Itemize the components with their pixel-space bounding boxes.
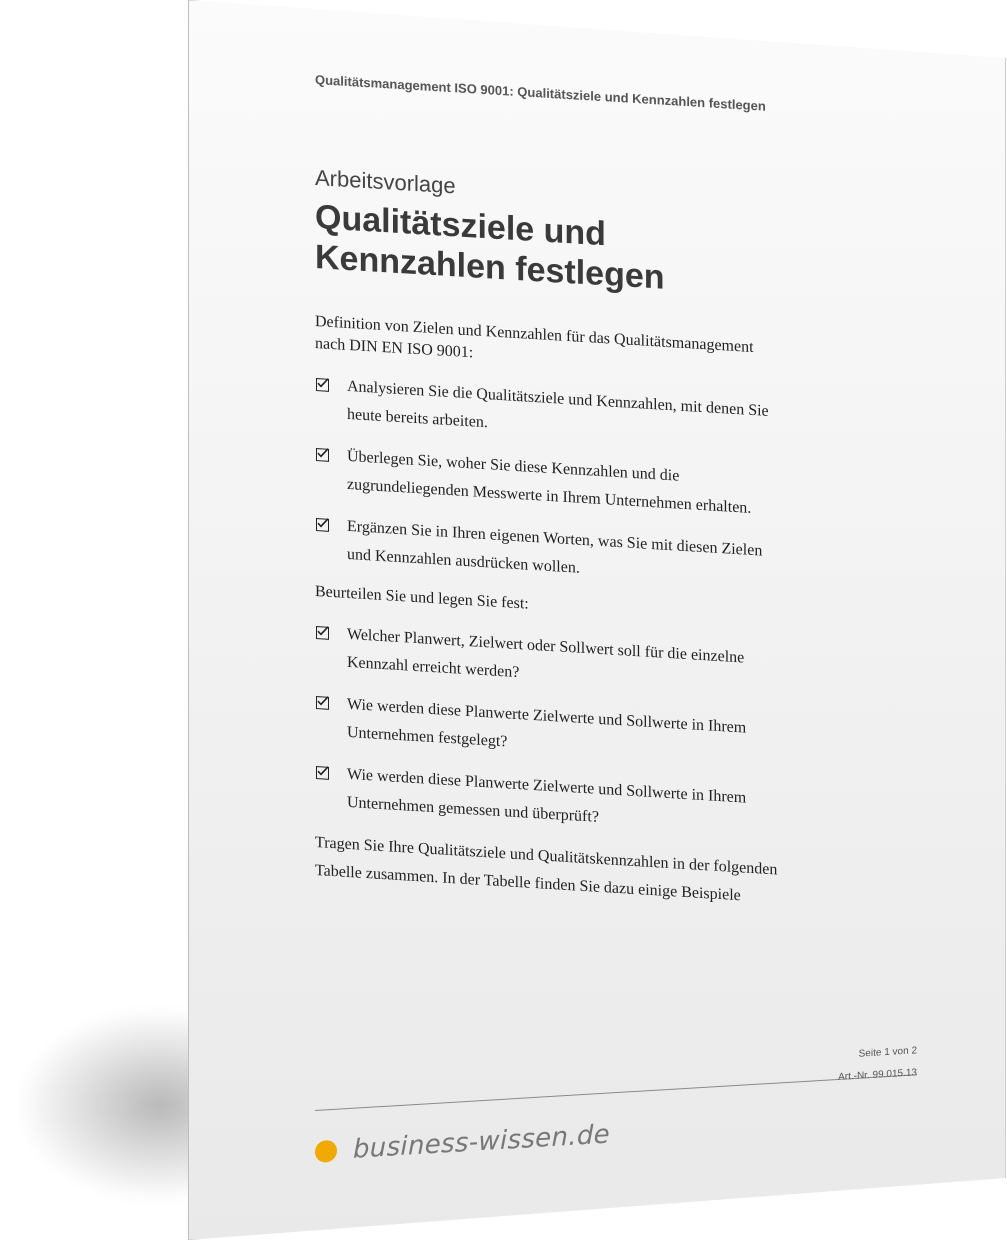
checked-box-icon bbox=[316, 696, 329, 710]
checked-box-icon bbox=[316, 518, 329, 532]
checked-box-icon bbox=[316, 626, 329, 640]
intro-paragraph: Definition von Zielen und Kennzahlen für das Qualitätsmanagement nach DIN EN ISO 9001: bbox=[315, 313, 754, 362]
article-number: Art.-Nr. 99.015.13 bbox=[838, 1067, 917, 1083]
list-item-text: Wie werden diese Planwerte Zielwerte und Sollwerte in Ihrem Unternehmen gemessen und überprüft? bbox=[347, 765, 747, 826]
checked-box-icon bbox=[316, 378, 329, 392]
document-title: Qualitätsziele und Kennzahlen festlegen bbox=[315, 198, 665, 297]
footer-divider bbox=[315, 1074, 917, 1111]
list-item-text: Analysieren Sie die Qualitätsziele und Kennzahlen, mit denen Sie heute bereits arbeiten. bbox=[347, 377, 769, 432]
brand-dot-icon bbox=[315, 1140, 337, 1163]
list-item-text: Welcher Planwert, Zielwert oder Sollwert soll für die einzelne Kennzahl erreicht werden? bbox=[347, 625, 745, 682]
list-item-text: Ergänzen Sie in Ihren eigenen Worten, was Sie mit diesen Zielen und Kennzahlen ausdrücken wollen. bbox=[347, 517, 763, 577]
page-edge bbox=[188, 0, 189, 1240]
checklist-assessment bbox=[315, 619, 790, 843]
section-heading: Beurteilen Sie und legen Sie fest: bbox=[315, 583, 529, 613]
list-item bbox=[315, 371, 790, 455]
list-item bbox=[315, 511, 790, 595]
page-number: Seite 1 von 2 bbox=[858, 1045, 917, 1060]
checked-box-icon bbox=[316, 766, 329, 780]
list-item bbox=[315, 619, 790, 703]
list-item bbox=[315, 689, 790, 773]
page-content bbox=[315, 72, 915, 921]
closing-paragraph: Tragen Sie Ihre Qualitätsziele und Qualitätskennzahlen in der folgenden Tabelle zusammen. In der Tabelle finden Sie dazu einige Beispiele bbox=[315, 834, 778, 905]
checked-box-icon bbox=[316, 448, 329, 462]
page-info bbox=[838, 1040, 917, 1089]
list-item bbox=[315, 441, 790, 525]
brand-name: business-wissen.de bbox=[353, 1119, 610, 1165]
list-item-text: Wie werden diese Planwerte Zielwerte und Sollwerte in Ihrem Unternehmen festgelegt? bbox=[347, 695, 747, 751]
list-item-text: Überlegen Sie, woher Sie diese Kennzahlen und die zugrundeliegenden Messwerte in Ihrem Unternehmen erhalten. bbox=[347, 447, 752, 517]
document-kicker: Arbeitsvorlage bbox=[315, 165, 456, 199]
checklist-analysis bbox=[315, 371, 790, 595]
list-item bbox=[315, 759, 790, 843]
running-header: Qualitätsmanagement ISO 9001: Qualitätsziele und Kennzahlen festlegen bbox=[315, 72, 766, 114]
